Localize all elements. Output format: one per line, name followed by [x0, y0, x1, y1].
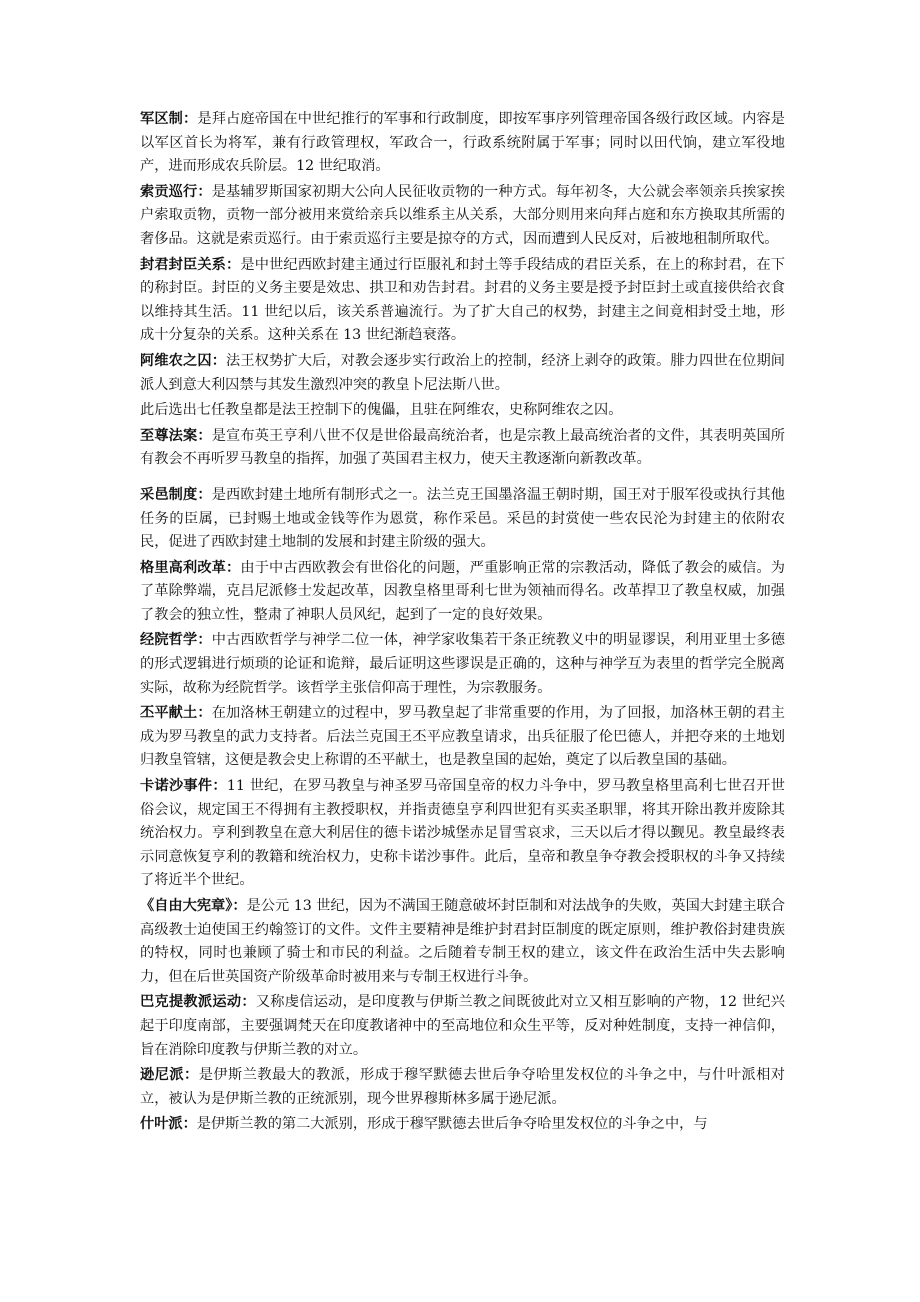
- definition: 此后选出七任教皇都是法王控制下的傀儡，且驻在阿维农，史称阿维农之囚。: [140, 402, 623, 419]
- definition: 由于中古西欧教会有世俗化的问题，严重影响正常的宗教活动，降低了教会的威信。为了革除弊端，克吕尼派修士发起改革，因教皇格里哥利七世为领袖而得名。改革捍卫了教皇权威，加强了教会的独立性，整肃了神职人员风纪，起到了一定的良好效果。: [140, 559, 785, 623]
- term-separator: ：: [197, 486, 212, 503]
- entry-bakeiti: [140, 991, 785, 1062]
- entry-suogong: [140, 181, 785, 252]
- term: 经院哲学: [140, 632, 198, 649]
- definition: 在加洛林王朝建立的过程中，罗马教皇起了非常重要的作用，为了回报，加洛林王朝的君主成为罗马教皇的武力支持者。后法兰克国王丕平应教皇请求，出兵征服了伦巴德人，并把夺来的土地划归教皇管辖，这便是教会史上称谓的丕平献土，也是教皇国的起始，奠定了以后教皇国的基础。: [140, 705, 785, 769]
- term-separator: ：: [197, 183, 212, 200]
- entry-fengjun: [140, 254, 785, 348]
- term: 索贡巡行: [140, 183, 198, 200]
- definition: 又称虔信运动，是印度教与伊斯兰教之间既彼此对立又相互影响的产物，12 世纪兴起于印度南部，主要强调梵天在印度教诸神中的至高地位和众生平等，反对种姓制度，支持一神信仰，旨在消除印度教与伊斯兰教的对立。: [140, 994, 785, 1058]
- term: 什叶派: [140, 1116, 183, 1133]
- term: 至尊法案: [140, 427, 198, 444]
- term-separator: ：: [226, 559, 241, 576]
- entry-jingyuan: [140, 629, 785, 700]
- definition: 中古西欧哲学与神学二位一体，神学家收集若干条正统教义中的明显谬误，利用亚里士多德的形式逻辑进行烦琐的论证和诡辩，最后证明这些谬误是正确的，这种与神学互为表里的哲学完全脱离实际，故称为经院哲学。该哲学主张信仰高于理性，为宗教服务。: [140, 632, 785, 696]
- term: 巴克提教派运动: [140, 994, 242, 1011]
- entry-zhizun: [140, 425, 785, 472]
- definition: 法王权势扩大后，对教会逐步实行政治上的控制，经济上剥夺的政策。腓力四世在位期间派人到意大利囚禁与其发生激烈冲突的教皇卜尼法斯八世。: [140, 352, 785, 393]
- entry-junquzhi: [140, 108, 785, 179]
- term-separator: ：: [182, 1116, 197, 1133]
- entry-shiye: [140, 1113, 785, 1137]
- term-separator: ：: [232, 898, 247, 914]
- entry-geligaoli: [140, 557, 785, 628]
- entry-aweinong-continued: [140, 399, 785, 423]
- term: 格里高利改革: [140, 559, 227, 576]
- entry-kanuosha: [140, 775, 785, 893]
- term: 阿维农之囚: [140, 352, 212, 369]
- term: 采邑制度: [140, 486, 198, 503]
- term: 封君封臣关系: [140, 256, 227, 273]
- term-separator: ：: [184, 1067, 199, 1084]
- term: 军区制: [140, 111, 184, 127]
- entry-caiyi: [140, 484, 785, 555]
- entry-xunni: [140, 1064, 785, 1111]
- term: 逊尼派: [140, 1067, 185, 1084]
- definition: 是西欧封建土地所有制形式之一。法兰克王国墨洛温王朝时期，国王对于服军役或执行其他任务的臣属，已封赐土地或金钱等作为恩赏，称作采邑。采邑的封赏使一些农民沦为封建主的依附农民，促进了西欧封建土地制的发展和封建主阶级的强大。: [140, 486, 785, 551]
- definition: 是宣布英王亨利八世不仅是世俗最高统治者，也是宗教上最高统治者的文件，其表明英国所有教会不再听罗马教皇的指挥，加强了英国君主权力，使天主教逐渐向新教改革。: [140, 427, 785, 468]
- term: 卡诺沙事件: [140, 778, 213, 795]
- term-separator: ：: [241, 994, 256, 1011]
- definition: 是公元 13 世纪，因为不满国王随意破坏封臣制和对法战争的失败，英国大封建主联合高级教士迫使国王约翰签订的文件。文件主要精神是维护封君封臣制度的既定原则，维护教俗封建贵族的特权，同时也兼顾了骑士和市民的利益。之后随着专制王权的建立，该文件在政治生活中失去影响力，但在后世英国资产阶级革命时被用来与专制王权进行斗争。: [140, 898, 786, 985]
- term: 丕平献土: [140, 705, 198, 722]
- document-page: [140, 108, 785, 1139]
- term-separator: ：: [211, 352, 227, 369]
- entry-piping: [140, 702, 785, 773]
- term-separator: ：: [212, 778, 227, 795]
- term-separator: ：: [197, 632, 212, 649]
- definition: 是伊斯兰教最大的教派，形成于穆罕默德去世后争夺哈里发权位的斗争之中，与什叶派相对立，被认为是伊斯兰教的正统派别，现今世界穆斯林多属于逊尼派。: [140, 1067, 785, 1107]
- entry-daxianzhang: [140, 895, 785, 989]
- term: 《自由大宪章》: [140, 898, 233, 914]
- definition: 11 世纪，在罗马教皇与神圣罗马帝国皇帝的权力斗争中，罗马教皇格里高利七世召开世俗会议，规定国王不得拥有主教授职权，并指责德皇亨利四世犯有买卖圣职罪，将其开除出教并废除其统治权力。亨利到教皇在意大利居住的德卡诺沙城堡赤足冒雪哀求，三天以后才得以觐见。教皇最终表示同意恢复亨利的教籍和统治权力，史称卡诺沙事件。此后，皇帝和教皇争夺教会授职权的斗争又持续了将近半个世纪。: [140, 778, 785, 889]
- definition: 是中世纪西欧封建主通过行臣服礼和封土等手段结成的君臣关系，在上的称封君，在下的称封臣。封臣的义务主要是效忠、拱卫和劝告封君。封君的义务主要是授予封臣封土或直接供给衣食以维持其生活。11 世纪以后，该关系普遍流行。为了扩大自己的权势，封建主之间竟相封受土地，形成十分复杂的关系。这种关系在 13 世纪渐趋衰落。: [140, 256, 785, 344]
- definition: 是伊斯兰教的第二大派别，形成于穆罕默德去世后争夺哈里发权位的斗争之中，与: [196, 1116, 708, 1133]
- term-separator: ：: [197, 705, 212, 722]
- entry-aweinong: [140, 350, 785, 397]
- term-separator: ：: [183, 111, 198, 127]
- term-separator: ：: [197, 427, 212, 444]
- term-separator: ：: [226, 256, 241, 273]
- definition: 是拜占庭帝国在中世纪推行的军事和行政制度，即按军事序列管理帝国各级行政区域。内容是以军区首长为将军，兼有行政管理权，军政合一，行政系统附属于军事；同时以田代饷，建立军役地产，进而形成农兵阶层。12 世纪取消。: [140, 111, 785, 175]
- definition: 是基辅罗斯国家初期大公向人民征收贡物的一种方式。每年初冬，大公就会率领亲兵挨家挨户索取贡物，贡物一部分被用来赏给亲兵以维系主从关系，大部分则用来向拜占庭和东方换取其所需的奢侈品。这就是索贡巡行。由于索贡巡行主要是掠夺的方式，因而遭到人民反对，后被地租制所取代。: [140, 183, 785, 247]
